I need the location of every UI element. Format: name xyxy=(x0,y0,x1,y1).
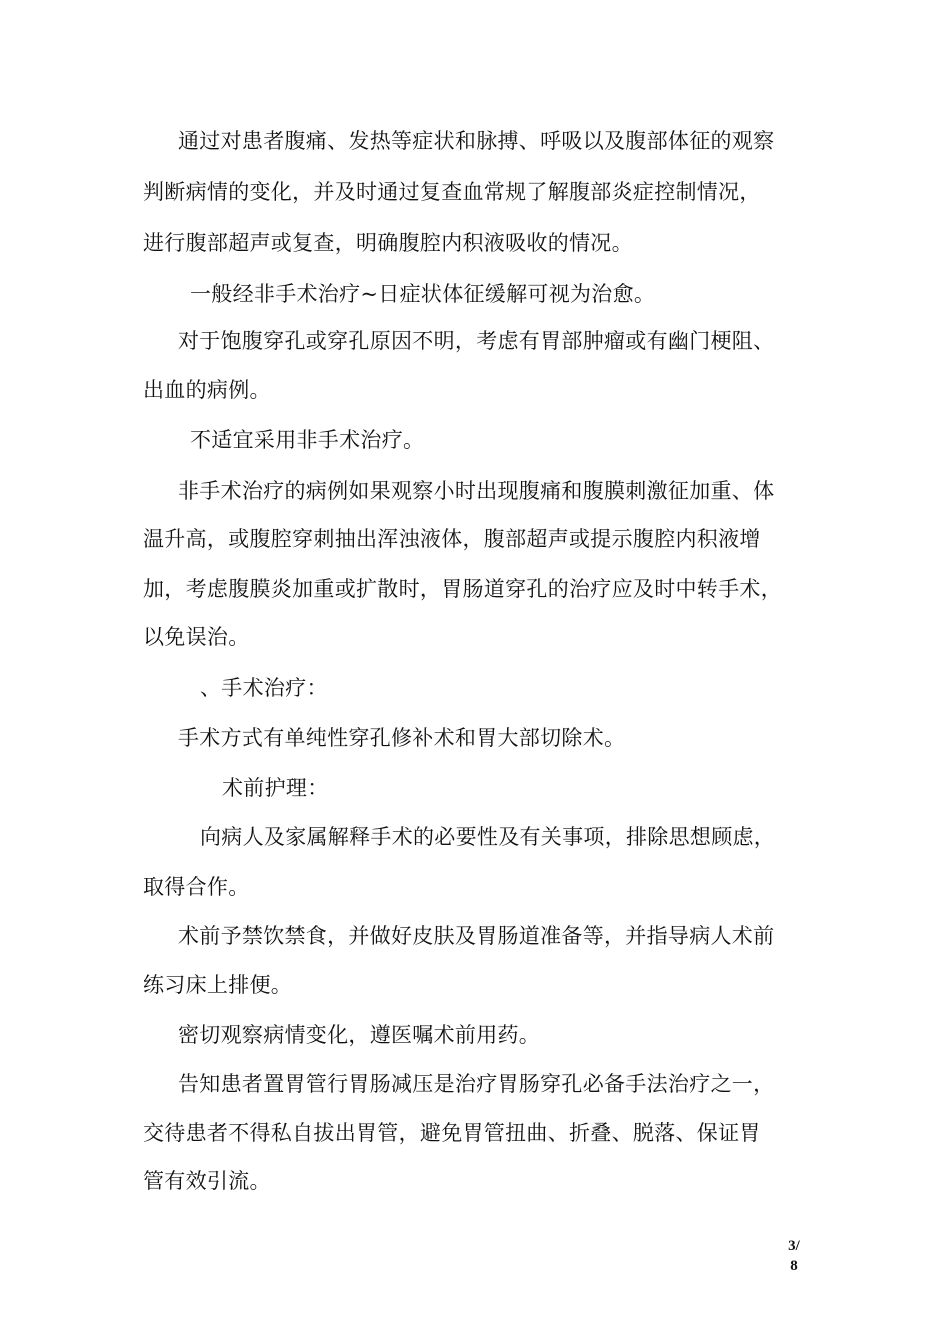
text-line: 加，考虑腹膜炎加重或扩散时，胃肠道穿孔的治疗应及时中转手术， xyxy=(143,577,782,601)
text-line: 出血的病例。 xyxy=(143,378,271,402)
subsection-heading: 术前护理： xyxy=(222,776,329,800)
text-line: 以免误治。 xyxy=(143,625,250,649)
section-heading: 、手术治疗： xyxy=(200,676,328,700)
text-line: 取得合作。 xyxy=(143,875,250,899)
text-line: 手术方式有单纯性穿孔修补术和胃大部切除术。 xyxy=(178,726,626,750)
text-line: 判断病情的变化，并及时通过复查血常规了解腹部炎症控制情况， xyxy=(143,180,761,204)
text-line: 练习床上排便。 xyxy=(143,973,293,997)
text-line: 对于饱腹穿孔或穿孔原因不明，考虑有胃部肿瘤或有幽门梗阻、 xyxy=(178,329,775,353)
text-line: 密切观察病情变化，遵医嘱术前用药。 xyxy=(178,1023,541,1047)
text-line: 非手术治疗的病例如果观察小时出现腹痛和腹膜刺激征加重、体 xyxy=(178,479,775,503)
page-number-current: 3/ xyxy=(788,1238,800,1254)
text-line: 不适宜采用非手术治疗。 xyxy=(190,428,425,452)
text-line: 一般经非手术治疗~日症状体征缓解可视为治愈。 xyxy=(190,282,656,306)
text-line: 告知患者置胃管行胃肠减压是治疗胃肠穿孔必备手法治疗之一， xyxy=(178,1072,775,1096)
text-line: 进行腹部超声或复查，明确腹腔内积液吸收的情况。 xyxy=(143,231,633,255)
text-line: 术前予禁饮禁食，并做好皮肤及胃肠道准备等，并指导病人术前 xyxy=(178,924,775,948)
text-line: 向病人及家属解释手术的必要性及有关事项，排除思想顾虑， xyxy=(200,825,776,849)
text-line: 温升高，或腹腔穿刺抽出浑浊液体，腹部超声或提示腹腔内积液增 xyxy=(143,527,761,551)
page-number xyxy=(782,1236,806,1276)
text-line: 通过对患者腹痛、发热等症状和脉搏、呼吸以及腹部体征的观察 xyxy=(178,129,775,153)
text-line: 交待患者不得私自拔出胃管，避免胃管扭曲、折叠、脱落、保证胃 xyxy=(143,1121,761,1145)
page-number-total: 8 xyxy=(790,1258,798,1274)
text-line: 管有效引流。 xyxy=(143,1169,271,1193)
